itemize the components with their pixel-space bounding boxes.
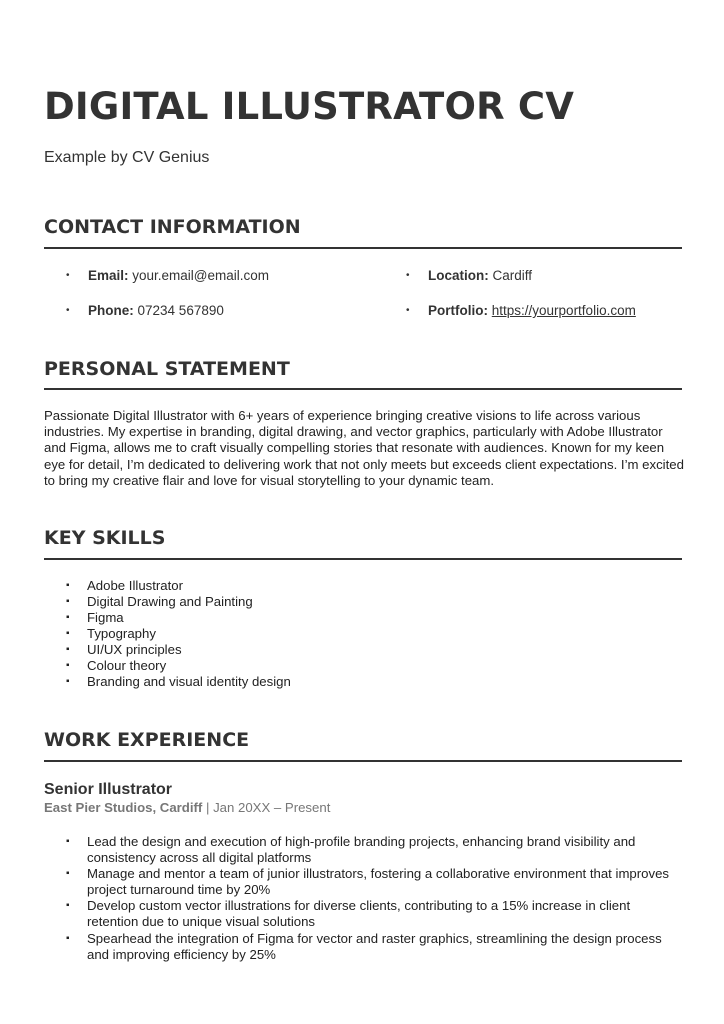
skills-list (44, 578, 291, 690)
skill-label: Typography (87, 626, 156, 641)
contact-email (66, 267, 270, 285)
list-item (44, 674, 291, 690)
list-item (44, 594, 291, 610)
personal-statement-text: Passionate Digital Illustrator with 6+ years of experience bringing creative visions to life across various industries. My expertise in branding, digital drawing, and vector graphics, particularly with Adobe Illustrator and Figma, allows me to craft visually compelling stories that resonate with audiences. Known for my keen eye for detail, I’m dedicated to delivering work that not only meets but exceeds client expectations. I’m excited to bring my creative flair and love for visual storytelling to your dynamic team. (44, 408, 684, 488)
list-item (44, 898, 684, 930)
location-value: Cardiff (492, 268, 533, 283)
statement-heading: PERSONAL STATEMENT (44, 358, 290, 380)
bullet-icon: ▪ (66, 580, 70, 591)
job-title: Senior Illustrator (44, 781, 173, 798)
duties-list (44, 834, 684, 963)
job-meta (44, 800, 330, 816)
contact-location (406, 267, 533, 285)
bullet-icon: ▪ (66, 644, 70, 655)
skill-label: Branding and visual identity design (87, 674, 291, 689)
job-dates: Jan 20XX – Present (213, 800, 331, 815)
list-item (44, 931, 684, 963)
list-item (44, 578, 291, 594)
contact-phone (66, 302, 224, 320)
bullet-icon: • (406, 270, 410, 281)
contact-portfolio (406, 302, 636, 320)
skill-label: Digital Drawing and Painting (87, 594, 253, 609)
list-item (44, 658, 291, 674)
company-name: East Pier Studios, Cardiff (44, 800, 203, 815)
list-item (44, 626, 291, 642)
experience-heading: WORK EXPERIENCE (44, 729, 250, 751)
location-label: Location: (428, 268, 489, 283)
list-item (44, 610, 291, 626)
phone-label: Phone: (88, 303, 134, 318)
skills-divider (44, 558, 682, 560)
skills-heading: KEY SKILLS (44, 527, 166, 549)
skill-label: Adobe Illustrator (87, 578, 184, 593)
bullet-icon: ▪ (66, 612, 70, 623)
bullet-icon: • (66, 305, 70, 316)
bullet-icon: ▪ (66, 836, 70, 847)
email-value: your.email@email.com (132, 268, 270, 283)
list-item (44, 866, 684, 898)
duty-text: Develop custom vector illustrations for diverse clients, contributing to a 15% increase in client retention due to unique visual solutions (87, 898, 631, 930)
portfolio-link[interactable]: https://yourportfolio.com (491, 303, 636, 318)
duty-text: Manage and mentor a team of junior illustrators, fostering a collaborative environment that improves project turnaround time by 20% (87, 866, 670, 898)
bullet-icon: ▪ (66, 596, 70, 607)
meta-separator: | (202, 800, 214, 815)
skill-label: Colour theory (87, 658, 167, 673)
bullet-icon: • (66, 270, 70, 281)
skill-label: UI/UX principles (87, 642, 182, 657)
cv-title: DIGITAL ILLUSTRATOR CV (44, 85, 575, 128)
cv-subtitle: Example by CV Genius (44, 149, 210, 166)
duty-text: Lead the design and execution of high-profile branding projects, enhancing brand visibility and consistency across all digital platforms (87, 834, 636, 866)
skill-label: Figma (87, 610, 124, 625)
list-item (44, 642, 291, 658)
bullet-icon: ▪ (66, 868, 70, 880)
bullet-icon: ▪ (66, 932, 70, 944)
bullet-icon: ▪ (66, 900, 70, 912)
list-item (44, 834, 684, 866)
portfolio-label: Portfolio: (428, 303, 488, 318)
duty-text: Spearhead the integration of Figma for vector and raster graphics, streamlining the design process and improving efficiency by 25% (87, 930, 662, 962)
experience-divider (44, 760, 682, 762)
statement-divider (44, 388, 682, 390)
phone-value: 07234 567890 (137, 303, 224, 318)
bullet-icon: • (406, 305, 410, 316)
bullet-icon: ▪ (66, 660, 70, 671)
bullet-icon: ▪ (66, 628, 70, 639)
bullet-icon: ▪ (66, 676, 70, 687)
email-label: Email: (88, 268, 129, 283)
contact-divider (44, 247, 682, 249)
contact-heading: CONTACT INFORMATION (44, 216, 301, 238)
